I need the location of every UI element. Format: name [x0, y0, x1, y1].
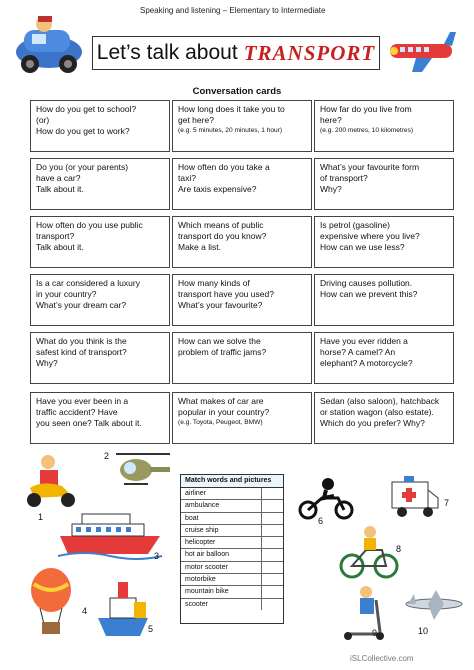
- match-table: [180, 474, 284, 624]
- card-line: elephant? A motorcycle?: [320, 358, 413, 368]
- card-line: How long does it take you to: [178, 104, 285, 114]
- card-line: What’s your favourite?: [178, 300, 263, 310]
- card-line: How can we solve the: [178, 336, 261, 346]
- match-word: mountain bike: [181, 586, 262, 597]
- answer-slot[interactable]: [262, 488, 283, 499]
- picture-number-6: 6: [318, 516, 324, 526]
- picture-number-5: 5: [148, 624, 154, 634]
- conversation-card: [30, 332, 170, 384]
- match-row: [181, 513, 283, 525]
- answer-slot[interactable]: [262, 500, 283, 511]
- card-line: popular in your country?: [178, 407, 270, 417]
- card-line: transport?: [36, 231, 75, 241]
- card-line: Is a car considered a luxury: [36, 278, 140, 288]
- card-line: problem of traffic jams?: [178, 347, 267, 357]
- card-line: in your country?: [36, 289, 97, 299]
- conversation-card: [30, 274, 170, 326]
- card-line: How do you get to work?: [36, 126, 130, 136]
- header-subtitle: Speaking and listening – Elementary to Intermediate: [140, 6, 326, 15]
- card-line: of transport?: [320, 173, 368, 183]
- card-line: Which do you prefer? Why?: [320, 418, 425, 428]
- match-row: [181, 525, 283, 537]
- picture-number-8: 8: [396, 544, 402, 554]
- card-line: How do you get to school?: [36, 104, 137, 114]
- scooter-picture: [340, 584, 388, 642]
- match-word: hot air balloon: [181, 549, 262, 560]
- match-row: [181, 500, 283, 512]
- picture-number-2: 2: [104, 451, 110, 461]
- title-box: [92, 36, 380, 70]
- card-line: safest kind of transport?: [36, 347, 127, 357]
- conversation-card: [314, 274, 454, 326]
- card-line: Have you ever ridden a: [320, 336, 408, 346]
- card-line: Why?: [320, 184, 342, 194]
- card-line: Are taxis expensive?: [178, 184, 257, 194]
- picture-number-1: 1: [38, 512, 44, 522]
- picture-number-7: 7: [444, 498, 450, 508]
- card-line: Driving causes pollution.: [320, 278, 413, 288]
- title-main: Let’s talk about: [96, 41, 238, 64]
- helicopter-picture: [112, 448, 174, 492]
- title-accent: TRANSPORT: [243, 40, 376, 65]
- card-line: Have you ever been in a: [36, 396, 129, 406]
- airliner-picture: [404, 588, 466, 622]
- section-title: Conversation cards: [192, 86, 282, 97]
- card-line: Which means of public: [178, 220, 264, 230]
- match-word: motorbike: [181, 574, 262, 585]
- ambulance-picture: [390, 474, 440, 520]
- card-line: What do you think is the: [36, 336, 127, 346]
- card-line: you seen one? Talk about it.: [36, 418, 142, 428]
- picture-number-9: 9: [372, 628, 378, 638]
- conversation-card: [314, 392, 454, 444]
- picture-number-10: 10: [418, 626, 429, 636]
- picture-number-3: 3: [154, 551, 160, 561]
- boat-picture: [94, 570, 152, 640]
- answer-slot[interactable]: [262, 525, 283, 536]
- conversation-card: [314, 216, 454, 268]
- card-line: Make a list.: [178, 242, 221, 252]
- card-line: How often do you use public: [36, 220, 143, 230]
- card-line: Sedan (also saloon), hatchback: [320, 396, 440, 406]
- card-line: (or): [36, 115, 50, 125]
- mountain-bike-picture: [340, 524, 398, 580]
- match-heading: Match words and pictures: [181, 475, 283, 488]
- match-row: [181, 586, 283, 598]
- match-word: ambulance: [181, 500, 262, 511]
- card-line: Do you (or your parents): [36, 162, 129, 172]
- card-line: How far do you live from: [320, 104, 412, 114]
- card-line: What makes of car are: [178, 396, 264, 406]
- motor-scooter-picture: [22, 452, 80, 512]
- card-line: What’s your favourite form: [320, 162, 420, 172]
- match-row: [181, 574, 283, 586]
- match-row: [181, 549, 283, 561]
- motorbike-picture: [298, 476, 354, 520]
- card-line: What’s your dream car?: [36, 300, 127, 310]
- match-word: scooter: [181, 599, 262, 610]
- match-row: [181, 562, 283, 574]
- conversation-card: [30, 100, 170, 152]
- picture-number-4: 4: [82, 606, 88, 616]
- card-line: How often do you take a: [178, 162, 270, 172]
- card-line: Talk about it.: [36, 184, 84, 194]
- match-word: cruise ship: [181, 525, 262, 536]
- card-line: transport have you used?: [178, 289, 274, 299]
- answer-slot[interactable]: [262, 574, 283, 585]
- card-line: Talk about it.: [36, 242, 84, 252]
- cruise-ship-picture: [58, 510, 162, 558]
- conversation-card: [172, 332, 312, 384]
- conversation-card: [172, 158, 312, 210]
- answer-slot[interactable]: [262, 599, 283, 610]
- card-note: (e.g. Toyota, Peugeot, BMW): [178, 419, 263, 426]
- answer-slot[interactable]: [262, 586, 283, 597]
- match-row: [181, 488, 283, 500]
- card-line: taxi?: [178, 173, 196, 183]
- conversation-card: [314, 158, 454, 210]
- card-line: Is petrol (gasoline): [320, 220, 390, 230]
- answer-slot[interactable]: [262, 549, 283, 560]
- card-line: transport do you know?: [178, 231, 267, 241]
- card-line: expensive where you live?: [320, 231, 420, 241]
- car-illustration: [14, 14, 84, 76]
- conversation-card: [172, 274, 312, 326]
- match-word: motor scooter: [181, 562, 262, 573]
- card-line: How can we use less?: [320, 242, 405, 252]
- card-line: How can we prevent this?: [320, 289, 418, 299]
- conversation-card: [314, 100, 454, 152]
- hot-air-balloon-picture: [26, 566, 76, 638]
- card-line: traffic accident? Have: [36, 407, 118, 417]
- card-note: (e.g. 5 minutes, 20 minutes, 1 hour): [178, 127, 283, 134]
- conversation-card: [30, 158, 170, 210]
- match-row: [181, 599, 283, 610]
- card-line: Why?: [36, 358, 58, 368]
- match-word: boat: [181, 513, 262, 524]
- conversation-card: [172, 392, 312, 444]
- match-row: [181, 537, 283, 549]
- answer-slot[interactable]: [262, 513, 283, 524]
- conversation-card: [30, 392, 170, 444]
- airplane-illustration: [386, 30, 458, 74]
- answer-slot[interactable]: [262, 537, 283, 548]
- card-note: (e.g. 200 metres, 10 kilometres): [320, 127, 414, 134]
- answer-slot[interactable]: [262, 562, 283, 573]
- conversation-card: [172, 100, 312, 152]
- card-line: horse? A camel? An: [320, 347, 396, 357]
- footer-watermark: iSLCollective.com: [350, 654, 414, 663]
- card-line: have a car?: [36, 173, 81, 183]
- match-word: helicopter: [181, 537, 262, 548]
- conversation-card: [172, 216, 312, 268]
- card-line: or station wagon (also estate).: [320, 407, 434, 417]
- match-word: airliner: [181, 488, 262, 499]
- card-line: get here?: [178, 115, 214, 125]
- card-line: How many kinds of: [178, 278, 250, 288]
- card-line: here?: [320, 115, 342, 125]
- conversation-card: [30, 216, 170, 268]
- conversation-card: [314, 332, 454, 384]
